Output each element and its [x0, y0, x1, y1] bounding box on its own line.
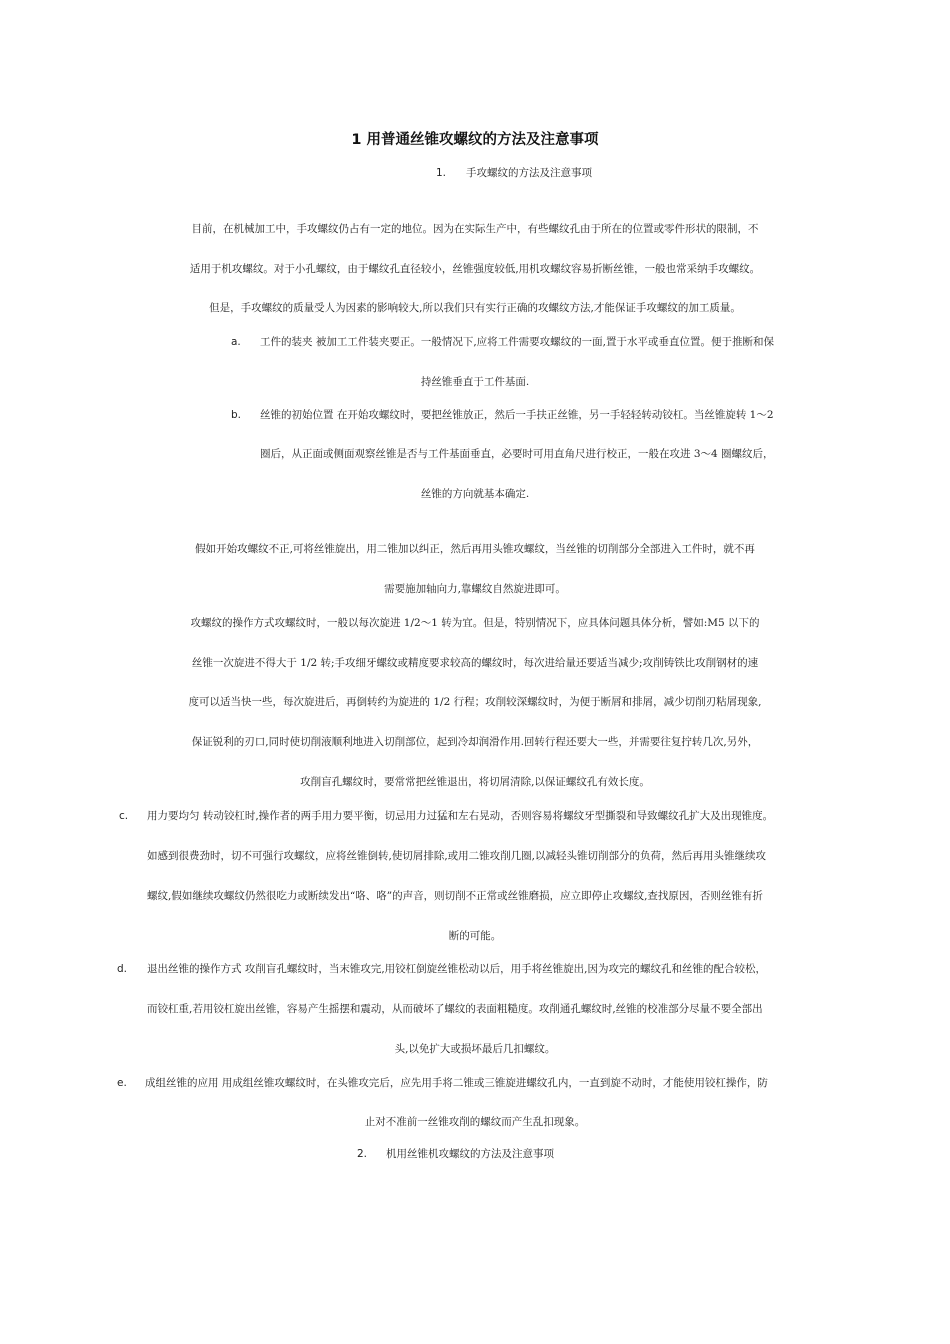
section-1-title: 手攻螺纹的方法及注意事项	[466, 167, 592, 179]
list-item-line: 持丝锥垂直于工件基面.	[420, 376, 530, 388]
list-item-line: 止对不准前一丝锥攻削的螺纹而产生乱扣现象。	[364, 1116, 586, 1128]
list-item-line: 而铰杠重,若用铰杠旋出丝锥，容易产生摇摆和震动，从而破坏了螺纹的表面粗糙度。攻削通孔螺纹时,丝锥的校准部分尽量不要全部出	[147, 1003, 763, 1015]
list-item-line: 丝锥的初始位置 在开始攻螺纹时，要把丝锥放正，然后一手扶正丝锥，另一手轻轻转动铰杠。当丝锥旋转 1～2	[260, 409, 774, 421]
list-marker-e: e.	[117, 1077, 127, 1089]
paragraph-line: 攻螺纹的操作方式攻螺纹时，一般以每次旋进 1/2～1 转为宜。但是，特别情况下，应具体问题具体分析，譬如:M5 以下的	[190, 617, 760, 629]
list-marker-d: d.	[117, 963, 128, 975]
paragraph-line: 保证锐利的刃口,同时使切削液顺利地进入切削部位，起到冷却润滑作用.回转行程还要大一些，并需要往复拧转几次,另外，	[191, 736, 759, 748]
list-item-line: 成组丝锥的应用 用成组丝锥攻螺纹时，在头锥攻完后，应先用手将二锥或三锥旋进螺纹孔内，一直到旋不动时，才能使用铰杠操作，防	[145, 1077, 768, 1089]
paragraph-line: 假如开始攻螺纹不正,可将丝锥旋出，用二锥加以纠正，然后再用头锥攻螺纹，当丝锥的切削部分全部进入工件时，就不再	[195, 543, 755, 555]
list-item-line: 丝锥的方向就基本确定.	[420, 488, 530, 500]
paragraph-line: 需要施加轴向力,靠螺纹自然旋进即可。	[384, 583, 566, 595]
list-item-line: 退出丝锥的操作方式 攻削盲孔螺纹时，当末锥攻完,用铰杠倒旋丝锥松动以后，用手将丝锥旋出,因为攻完的螺纹孔和丝锥的配合较松，	[147, 963, 767, 975]
list-item-line: 螺纹,假如继续攻螺纹仍然很吃力或断续发出“咯、咯”的声音，则切削不正常或丝锥磨损，应立即停止攻螺纹,查找原因，否则丝锥有折	[147, 890, 763, 902]
paragraph-line: 丝锥一次旋进不得大于 1/2 转;手攻细牙螺纹或精度要求较高的螺纹时，每次进给量还要适当减少;攻削铸铁比攻削钢材的速	[191, 657, 759, 669]
paragraph-line: 度可以适当快一些，每次旋进后，再倒转约为旋进的 1/2 行程；攻削较深螺纹时，为便于断屑和排屑，减少切削刃粘屑现象,	[188, 696, 762, 708]
list-marker-a: a.	[231, 336, 241, 348]
section-2-title: 机用丝锥机攻螺纹的方法及注意事项	[386, 1148, 554, 1160]
list-marker-c: c.	[119, 810, 129, 822]
intro-line: 但是，手攻螺纹的质量受人为因素的影响较大,所以我们只有实行正确的攻螺纹方法,才能保证手攻螺纹的加工质量。	[209, 302, 741, 314]
list-item-line: 断的可能。	[448, 930, 502, 942]
list-item-line: 工件的装夹 被加工工件装夹要正。一般情况下,应将工件需要攻螺纹的一面,置于水平或垂直位置。便于推断和保	[260, 336, 775, 348]
list-item-line: 如感到很费劲时，切不可强行攻螺纹，应将丝锥倒转,使切屑排除,或用二锥攻削几圈,以减轻头锥切削部分的负荷，然后再用头锥继续攻	[147, 850, 767, 862]
list-item-line: 用力要均匀 转动铰杠时,操作者的两手用力要平衡，切忌用力过猛和左右晃动，否则容易将螺纹牙型撕裂和导致螺纹孔扩大及出现锥度。	[147, 810, 774, 822]
section-2-number: 2.	[357, 1148, 368, 1160]
list-item-line: 头,以免扩大或损坏最后几扣螺纹。	[394, 1043, 556, 1055]
page-title: 1 用普通丝锥攻螺纹的方法及注意事项	[351, 132, 599, 148]
list-item-line: 圈后，从正面或侧面观察丝锥是否与工件基面垂直，必要时可用直角尺进行校正，一般在攻进 3～4 圈螺纹后，	[260, 448, 774, 460]
intro-line: 适用于机攻螺纹。对于小孔螺纹，由于螺纹孔直径较小，丝锥强度较低,用机攻螺纹容易折断丝锥，一般也常采纳手攻螺纹。	[189, 263, 761, 275]
section-1-number: 1.	[436, 167, 447, 179]
list-marker-b: b.	[231, 409, 242, 421]
paragraph-line: 攻削盲孔螺纹时，要常常把丝锥退出，将切屑清除,以保证螺纹孔有效长度。	[300, 776, 650, 788]
intro-line: 目前，在机械加工中，手攻螺纹仍占有一定的地位。因为在实际生产中，有些螺纹孔由于所在的位置或零件形状的限制，不	[191, 223, 759, 235]
